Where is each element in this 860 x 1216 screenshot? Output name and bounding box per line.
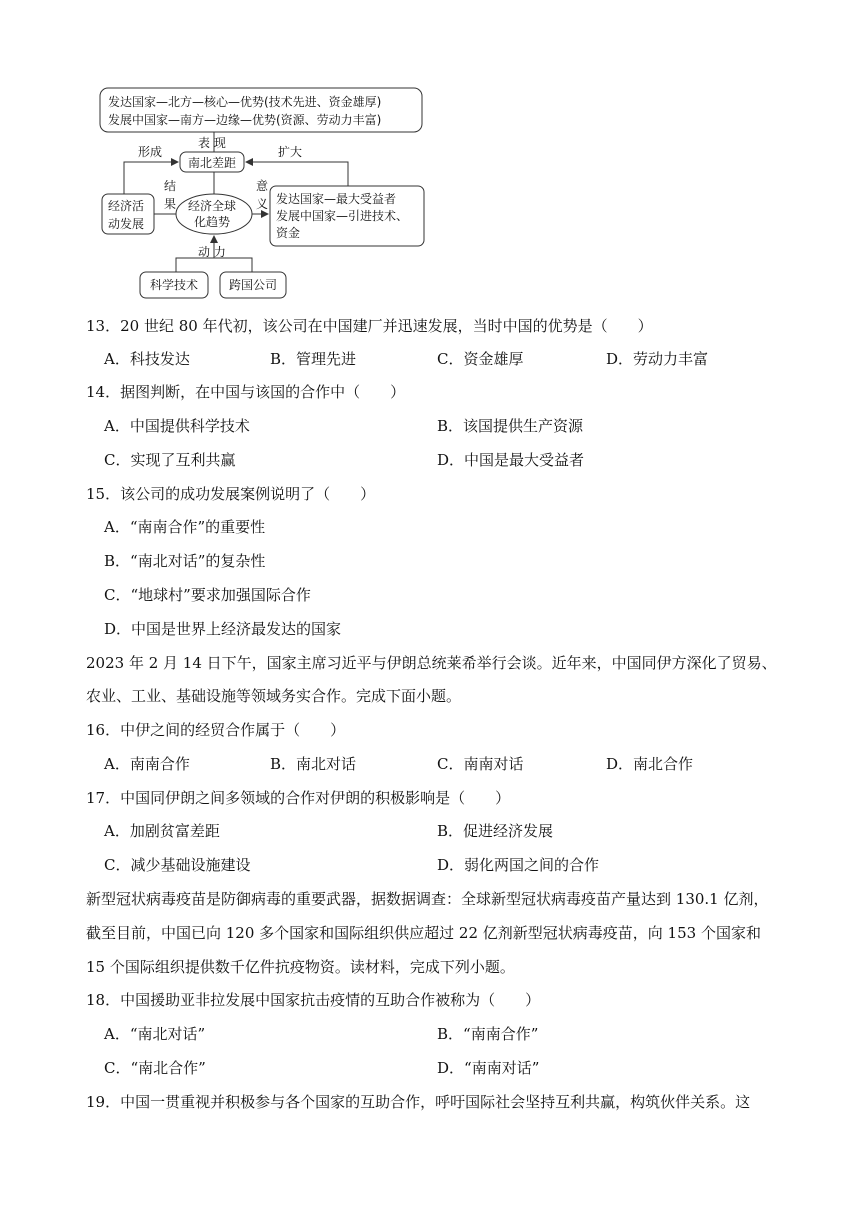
label-nanbei: 南北差距 bbox=[188, 156, 237, 170]
q15-option-b: B．“南北对话”的复杂性 bbox=[104, 552, 266, 570]
q16-option-a: A．南南合作 bbox=[104, 755, 190, 773]
question-15-stem: 15．该公司的成功发展案例说明了（ ） bbox=[86, 485, 376, 503]
q15-option-c: C．“地球村”要求加强国际合作 bbox=[104, 586, 311, 604]
q13-option-a: A．科技发达 bbox=[104, 350, 190, 368]
material-3-line3: 15 个国际组织提供数千亿件抗疫物资。读材料，完成下列小题。 bbox=[86, 958, 515, 976]
q16-option-b: B．南北对话 bbox=[270, 755, 357, 773]
right-box-line2: 发展中国家—引进技术、 bbox=[276, 209, 409, 223]
question-17-stem: 17．中国同伊朗之间多领域的合作对伊朗的积极影响是（ ） bbox=[86, 789, 511, 807]
question-19-stem: 19．中国一贯重视并积极参与各个国家的互助合作，呼吁国际社会坚持互利共赢，构筑伙伴关系。这 bbox=[86, 1093, 751, 1111]
label-jieguo-2: 果 bbox=[164, 197, 177, 211]
left-box-line1: 经济活 bbox=[108, 199, 145, 213]
q14-option-b: B．该国提供生产资源 bbox=[437, 417, 584, 435]
label-dongli: 动 力 bbox=[198, 245, 226, 259]
q13-option-c: C．资金雄厚 bbox=[437, 350, 524, 368]
q17-option-b: B．促进经济发展 bbox=[437, 822, 554, 840]
label-kuaguo: 跨国公司 bbox=[229, 278, 278, 292]
label-yiyi-1: 意 bbox=[256, 179, 269, 193]
q14-option-a: A．中国提供科学技术 bbox=[104, 417, 250, 435]
q16-option-d: D．南北合作 bbox=[606, 755, 694, 773]
q18-option-a: A．“南北对话” bbox=[104, 1025, 206, 1043]
label-biaoxian: 表 现 bbox=[198, 136, 226, 150]
economic-globalization-diagram bbox=[98, 86, 428, 302]
q13-option-b: B．管理先进 bbox=[270, 350, 357, 368]
label-yiyi-2: 义 bbox=[256, 197, 269, 211]
center-line2: 化趋势 bbox=[194, 215, 231, 229]
q17-option-c: C．减少基础设施建设 bbox=[104, 856, 251, 874]
q17-option-a: A．加剧贫富差距 bbox=[104, 822, 220, 840]
label-xingcheng: 形成 bbox=[138, 145, 163, 159]
label-keji: 科学技术 bbox=[150, 278, 199, 292]
q18-option-b: B．“南南合作” bbox=[437, 1025, 539, 1043]
center-line1: 经济全球 bbox=[188, 199, 237, 213]
label-jieguo-1: 结 bbox=[164, 179, 177, 193]
right-box-line1: 发达国家—最大受益者 bbox=[276, 192, 397, 206]
material-3-line1: 新型冠状病毒疫苗是防御病毒的重要武器，据数据调查：全球新型冠状病毒疫苗产量达到 130.1 亿剂， bbox=[86, 890, 769, 908]
q16-option-c: C．南南对话 bbox=[437, 755, 524, 773]
question-18-stem: 18．中国援助亚非拉发展中国家抗击疫情的互助合作被称为（ ） bbox=[86, 991, 541, 1009]
material-2-line2: 农业、工业、基础设施等领域务实合作。完成下面小题。 bbox=[86, 687, 462, 705]
top-box-line1: 发达国家—北方—核心—优势(技术先进、资金雄厚) bbox=[108, 95, 382, 109]
q15-option-d: D．中国是世界上经济最发达的国家 bbox=[104, 620, 342, 638]
q14-option-c: C．实现了互利共赢 bbox=[104, 451, 236, 469]
top-box-line2: 发展中国家—南方—边缘—优势(资源、劳动力丰富) bbox=[108, 113, 382, 127]
question-14-stem: 14．据图判断，在中国与该国的合作中（ ） bbox=[86, 383, 406, 401]
material-3-line2: 截至目前，中国已向 120 多个国家和国际组织供应超过 22 亿剂新型冠状病毒疫苗，向 153 个国家和 bbox=[86, 924, 761, 942]
label-kuoda: 扩大 bbox=[278, 145, 303, 159]
left-box-line2: 动发展 bbox=[108, 217, 145, 231]
q13-option-d: D．劳动力丰富 bbox=[606, 350, 709, 368]
material-2-line1: 2023 年 2 月 14 日下午，国家主席习近平与伊朗总统莱希举行会谈。近年来，中国同伊方深化了贸易、 bbox=[86, 654, 777, 672]
right-box-line3: 资金 bbox=[276, 226, 301, 240]
q18-option-c: C．“南北合作” bbox=[104, 1059, 206, 1077]
q18-option-d: D．“南南对话” bbox=[437, 1059, 540, 1077]
q17-option-d: D．弱化两国之间的合作 bbox=[437, 856, 600, 874]
question-16-stem: 16．中伊之间的经贸合作属于（ ） bbox=[86, 721, 346, 739]
question-13-stem: 13．20 世纪 80 年代初，该公司在中国建厂并迅速发展，当时中国的优势是（ ） bbox=[86, 317, 653, 335]
q15-option-a: A．“南南合作”的重要性 bbox=[104, 518, 266, 536]
q14-option-d: D．中国是最大受益者 bbox=[437, 451, 585, 469]
